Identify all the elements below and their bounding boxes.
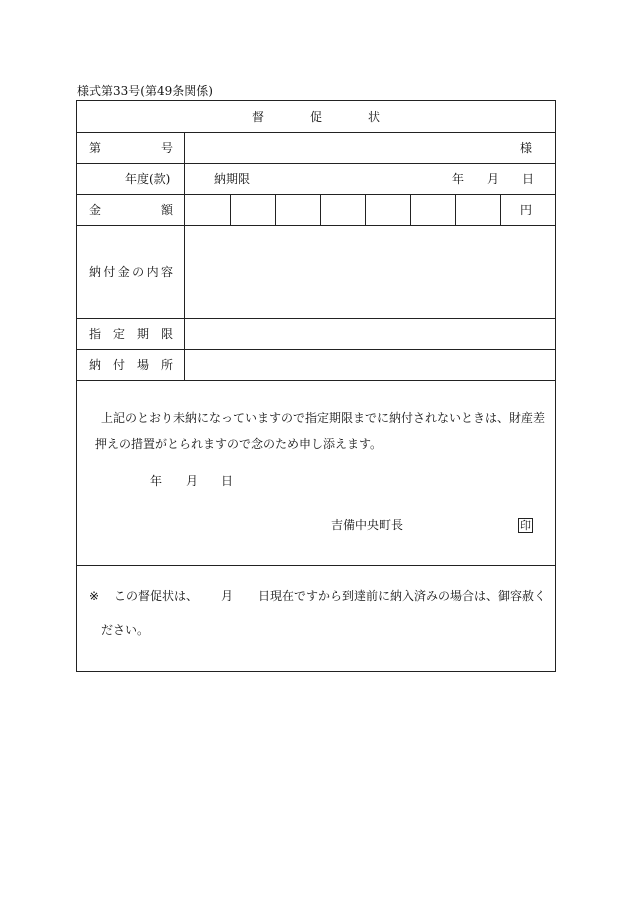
content-label: 納 付 金 の 内 容 <box>89 265 173 279</box>
due-day: 日 <box>522 172 535 186</box>
amount-row-divider <box>77 225 555 226</box>
due-year: 年 <box>452 172 465 186</box>
seal-mark <box>518 517 533 533</box>
amount-digit-divider <box>230 194 231 225</box>
demand-notice-form <box>76 100 556 672</box>
form-caption: 様式第33号(第49条関係) <box>77 84 213 98</box>
footnote-text-part1: この督促状は、 <box>114 589 199 603</box>
amount-digit-divider <box>365 194 366 225</box>
amount-label: 金 額 <box>89 203 173 217</box>
footnote-text-part2: 日現在ですから到達前に納入済みの場合は、御容赦く <box>258 589 547 603</box>
amount-digit-divider <box>455 194 456 225</box>
form-title: 督 促 状 <box>252 110 380 124</box>
place-row-divider <box>77 380 555 381</box>
deadline-label: 指 定 期 限 <box>89 327 173 341</box>
number-row-divider <box>77 163 555 164</box>
amount-digit-divider <box>410 194 411 225</box>
notice-text: 上記のとおり未納になっていますので指定期限までに納付されないときは、財産差 押えの措置がとられますので念のため申し添えます。 <box>95 411 546 451</box>
issue-month: 月 <box>186 474 199 488</box>
due-label: 納期限 <box>214 172 251 186</box>
notice-section-divider <box>77 565 555 566</box>
payment-place-label: 納 付 場 所 <box>89 358 173 372</box>
honorific: 様 <box>520 141 533 155</box>
currency-unit: 円 <box>520 203 533 217</box>
amount-digit-divider <box>500 194 501 225</box>
deadline-row-divider <box>77 349 555 350</box>
content-row-divider <box>77 318 555 319</box>
year-row-divider <box>77 194 555 195</box>
amount-digit-divider <box>275 194 276 225</box>
amount-digit-divider <box>320 194 321 225</box>
number-label: 第 号 <box>89 141 173 155</box>
title-row-divider <box>77 132 555 133</box>
seal-stamp-box: 印 <box>520 519 531 532</box>
issue-year: 年 <box>150 474 163 488</box>
footnote-month: 月 <box>221 589 234 603</box>
due-month: 月 <box>487 172 500 186</box>
issue-day: 日 <box>221 474 234 488</box>
footnote-text-line2: ださい。 <box>101 623 150 637</box>
issuer-name: 吉備中央町長 <box>331 518 404 532</box>
fiscal-year-label: 年度(款) <box>125 172 171 186</box>
footnote-mark: ※ <box>89 589 100 603</box>
label-column-divider <box>184 132 185 380</box>
